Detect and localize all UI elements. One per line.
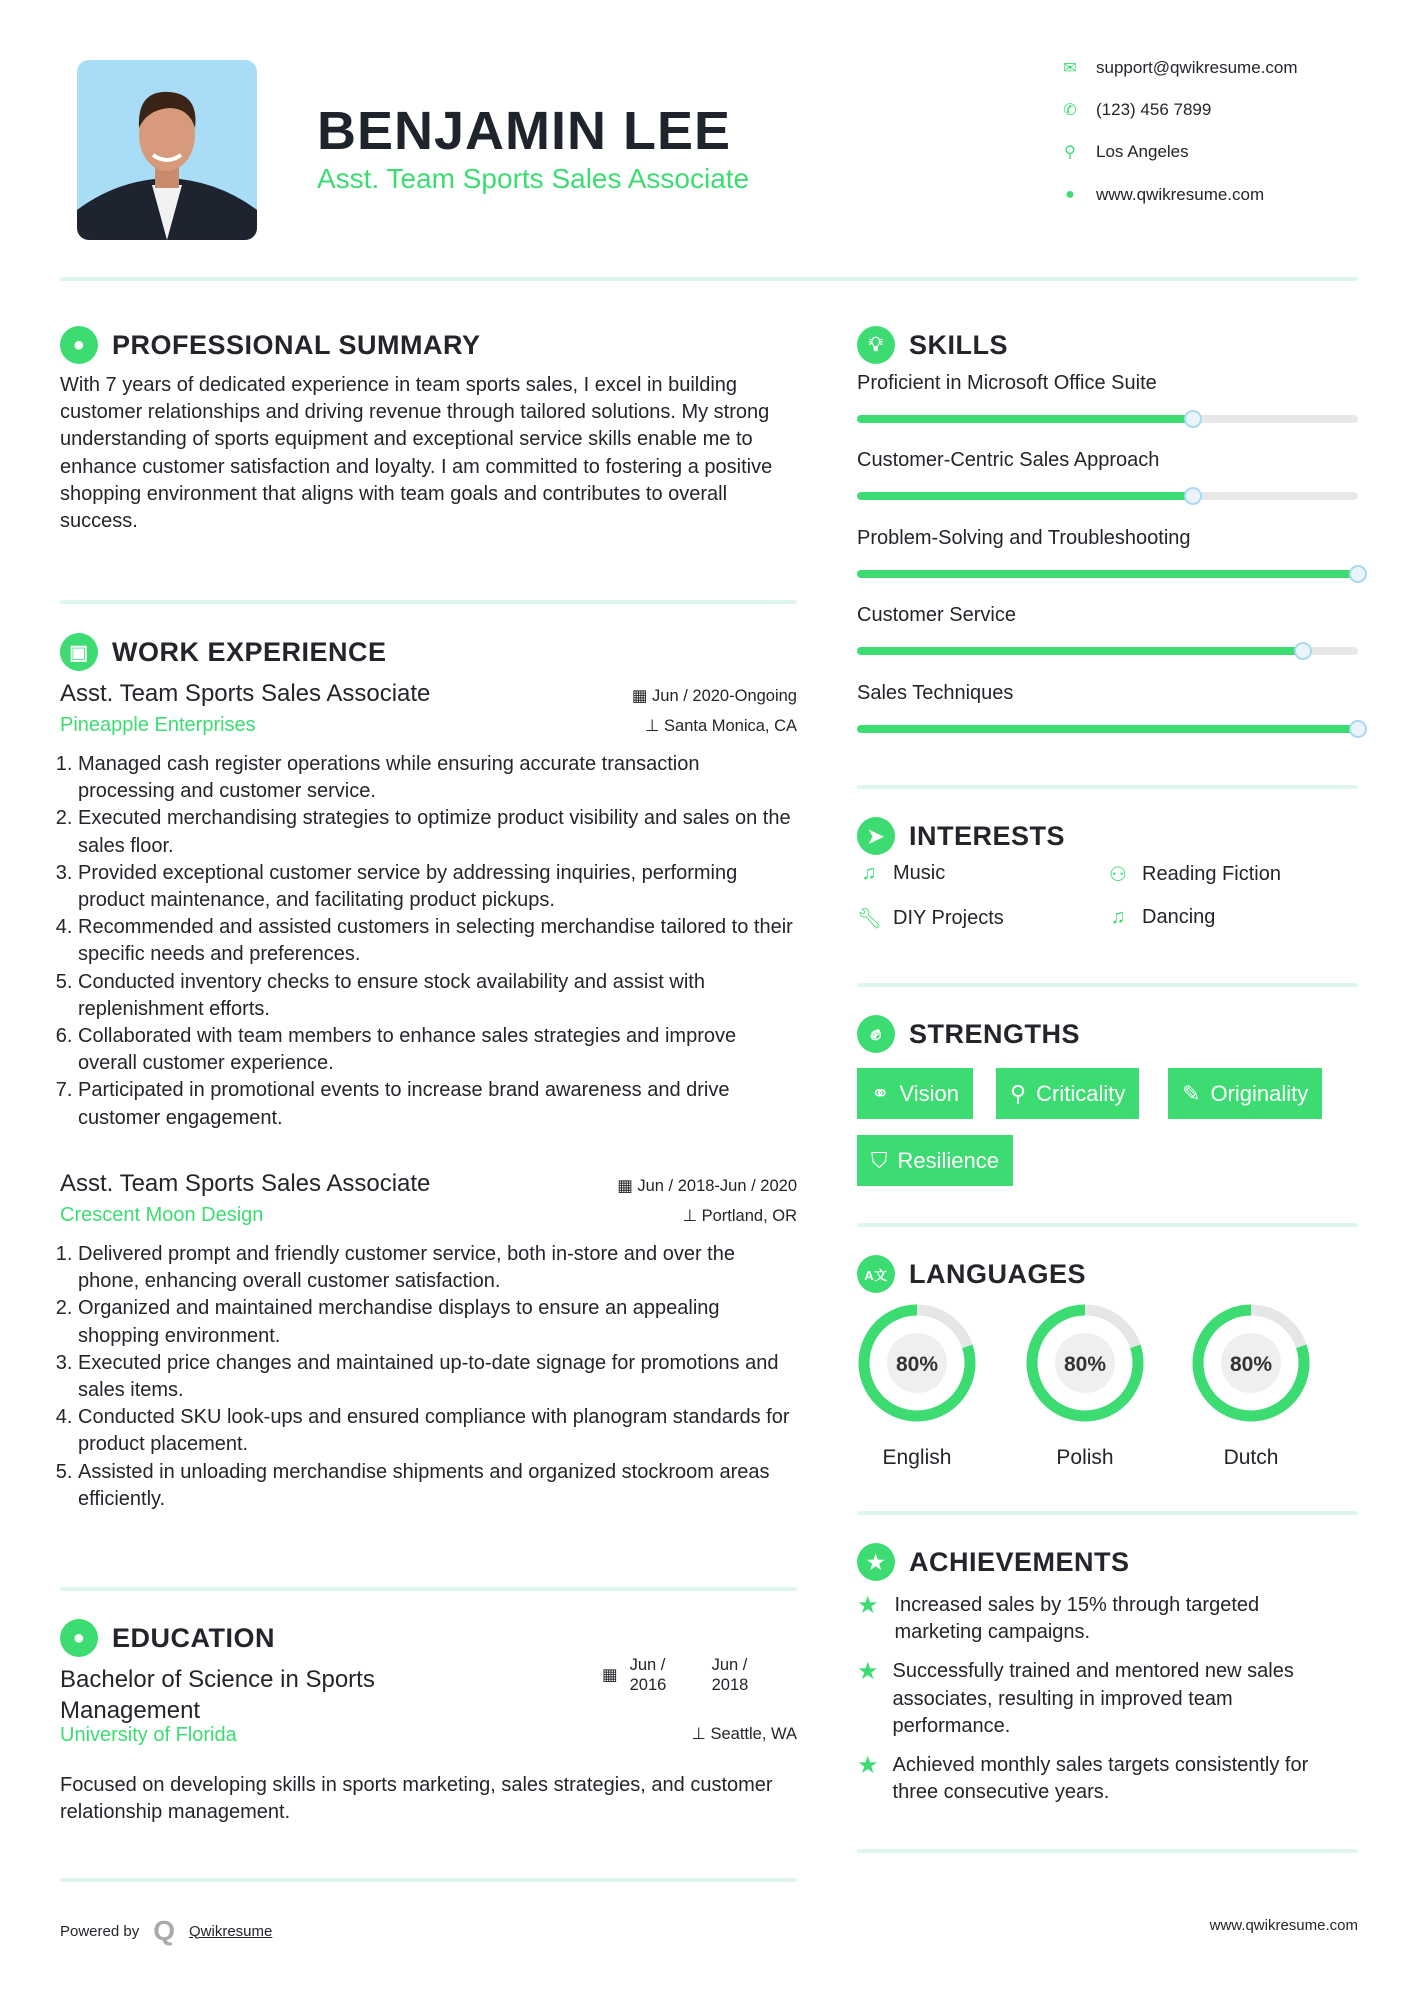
divider bbox=[857, 1511, 1358, 1515]
education-dates bbox=[602, 1655, 762, 1695]
strength-tag bbox=[1168, 1068, 1322, 1119]
star-icon: ★ bbox=[857, 1752, 879, 1780]
skill-fill bbox=[857, 647, 1303, 655]
skill-item bbox=[857, 682, 1358, 759]
date-text: Jun / 2020-Ongoing bbox=[652, 687, 797, 705]
job-title: Asst. Team Sports Sales Associate bbox=[60, 1170, 431, 1197]
skill-label: Sales Techniques bbox=[857, 681, 1014, 704]
location-text: Seattle, WA bbox=[710, 1725, 797, 1743]
qwikresume-logo-icon: Q bbox=[153, 1915, 175, 1946]
heading-text: SKILLS bbox=[909, 329, 1009, 360]
bullet-item: 5. Assisted in unloading merchandise shipments and organized stockroom areas efficiently. bbox=[78, 1459, 797, 1513]
fist-icon: ✊︎ bbox=[857, 1015, 895, 1053]
star-icon: ★ bbox=[857, 1592, 879, 1619]
interest-item bbox=[857, 906, 1004, 931]
strength-tag bbox=[857, 1068, 973, 1119]
skills-heading bbox=[857, 326, 1008, 364]
skill-thumb bbox=[1349, 720, 1367, 738]
summary-heading bbox=[60, 326, 481, 364]
language-item bbox=[847, 1301, 987, 1470]
education-heading bbox=[60, 1619, 275, 1657]
job-entry bbox=[60, 680, 797, 1132]
bullet-item: 1. Managed cash register operations while ensuring accurate transaction processing and customer service. bbox=[78, 751, 797, 805]
binoculars-icon: ⚭ bbox=[871, 1080, 890, 1106]
interest-label: Reading Fiction bbox=[1142, 863, 1281, 885]
skill-fill bbox=[857, 415, 1193, 423]
strength-tag bbox=[857, 1135, 1013, 1186]
skill-item bbox=[857, 449, 1358, 526]
end-date: Jun / 2018 bbox=[711, 1656, 749, 1694]
wrench-icon: 🔧︎ bbox=[857, 908, 883, 930]
language-donut bbox=[1015, 1301, 1155, 1425]
location-text: Santa Monica, CA bbox=[664, 717, 797, 735]
map-pin-icon: ⚲ bbox=[1064, 144, 1076, 161]
skill-label: Customer-Centric Sales Approach bbox=[857, 449, 1160, 472]
qwikresume-link[interactable]: Qwikresume bbox=[189, 1922, 273, 1940]
location-text: Portland, OR bbox=[701, 1207, 797, 1225]
achievements-list bbox=[857, 1592, 1337, 1818]
education-description: Focused on developing skills in sports marketing, sales strategies, and customer relationship management. bbox=[60, 1774, 773, 1824]
tag-label: Criticality bbox=[1036, 1080, 1126, 1106]
interest-item bbox=[1106, 906, 1215, 929]
contact-phone[interactable] bbox=[1060, 100, 1211, 120]
bullet-item: 4. Conducted SKU look-ups and ensured compliance with planogram standards for product placement. bbox=[78, 1404, 797, 1458]
skill-fill bbox=[857, 725, 1358, 733]
music-note-icon: ♫ bbox=[861, 862, 877, 884]
degree: Bachelor of Science in Sports Management bbox=[60, 1666, 375, 1724]
job-bullets bbox=[60, 1241, 797, 1513]
start-date: Jun / 2016 bbox=[629, 1656, 667, 1694]
job-entry bbox=[60, 1170, 797, 1513]
skill-item bbox=[857, 604, 1358, 681]
pin-icon: ⊥ bbox=[645, 717, 665, 735]
heading-text: EDUCATION bbox=[112, 1622, 275, 1653]
language-label: Polish bbox=[1056, 1446, 1114, 1469]
pin-icon: ⊥ bbox=[682, 1207, 702, 1225]
tag-label: Resilience bbox=[897, 1147, 1000, 1173]
bullet-item: 6. Collaborated with team members to enhance sales strategies and improve overall customer experience. bbox=[78, 1023, 797, 1077]
achievement-item bbox=[857, 1592, 1337, 1646]
tag-label: Vision bbox=[899, 1080, 959, 1106]
job-date bbox=[632, 686, 797, 706]
translate-icon: A文 bbox=[857, 1255, 895, 1293]
company-name: Pineapple Enterprises bbox=[60, 714, 256, 736]
contact-email[interactable] bbox=[1060, 58, 1298, 78]
skill-fill bbox=[857, 492, 1193, 500]
skills-list bbox=[857, 372, 1358, 759]
divider bbox=[60, 600, 797, 604]
profile-photo bbox=[77, 60, 257, 240]
heading-text: INTERESTS bbox=[909, 820, 1066, 851]
job-bullets bbox=[60, 751, 797, 1132]
language-donut bbox=[847, 1301, 987, 1425]
skill-item bbox=[857, 372, 1358, 449]
language-label: Dutch bbox=[1223, 1446, 1279, 1469]
candidate-name: BENJAMIN LEE bbox=[317, 101, 732, 161]
graduate-icon: ● bbox=[60, 1619, 98, 1657]
bullet-item: 7. Participated in promotional events to increase brand awareness and drive customer engagement. bbox=[78, 1077, 797, 1131]
paper-plane-icon: ➤ bbox=[857, 817, 895, 855]
bullet-item: 3. Executed price changes and maintained up-to-date signage for promotions and sales items. bbox=[78, 1350, 797, 1404]
envelope-icon: ✉ bbox=[1063, 60, 1077, 77]
skill-bar bbox=[857, 415, 1358, 423]
strengths-heading bbox=[857, 1015, 1080, 1053]
contact-text: (123) 456 7899 bbox=[1096, 100, 1212, 119]
briefcase-icon: ▣ bbox=[60, 633, 98, 671]
contact-text: Los Angeles bbox=[1096, 142, 1189, 161]
header-divider bbox=[60, 277, 1358, 281]
heading-text: STRENGTHS bbox=[909, 1018, 1081, 1049]
pin-icon: ⊥ bbox=[691, 1725, 711, 1743]
heading-text: WORK EXPERIENCE bbox=[112, 636, 387, 667]
bullet-item: 2. Organized and maintained merchandise displays to ensure an appealing shopping environment. bbox=[78, 1295, 797, 1349]
achievements-heading bbox=[857, 1543, 1130, 1581]
heading-text: LANGUAGES bbox=[909, 1258, 1087, 1289]
divider bbox=[60, 1587, 797, 1591]
bullet-item: 1. Delivered prompt and friendly customer service, both in-store and over the phone, enhancing overall customer satisfaction. bbox=[78, 1241, 797, 1295]
skill-bar bbox=[857, 725, 1358, 733]
languages-heading bbox=[857, 1255, 1086, 1293]
bullet-item: 3. Provided exceptional customer service by addressing inquiries, performing product maintenance, and facilitating product pickups. bbox=[78, 860, 797, 914]
skill-bar bbox=[857, 492, 1358, 500]
shield-icon: ⛉ bbox=[871, 1147, 888, 1173]
contact-text: support@qwikresume.com bbox=[1096, 58, 1298, 77]
language-item bbox=[1181, 1301, 1321, 1470]
skill-thumb bbox=[1184, 487, 1202, 505]
pencil-icon: ✎ bbox=[1182, 1080, 1201, 1106]
powered-by: Powered by bbox=[60, 1922, 140, 1940]
footer-left bbox=[60, 1915, 272, 1947]
heading-text: PROFESSIONAL SUMMARY bbox=[112, 329, 481, 360]
bullet-item: 2. Executed merchandising strategies to optimize product visibility and sales on the sales floor. bbox=[78, 805, 797, 859]
achievement-text: Successfully trained and mentored new sales associates, resulting in improved team performance. bbox=[892, 1660, 1294, 1737]
job-location bbox=[645, 716, 797, 736]
skill-fill bbox=[857, 570, 1358, 578]
skill-item bbox=[857, 527, 1358, 604]
phone-icon: ✆ bbox=[1063, 102, 1077, 119]
divider bbox=[857, 1849, 1358, 1853]
job-date bbox=[617, 1176, 797, 1196]
lightbulb-icon: 💡︎ bbox=[857, 326, 895, 364]
date-text: Jun / 2018-Jun / 2020 bbox=[637, 1177, 797, 1195]
contact-location bbox=[1060, 142, 1189, 162]
skill-thumb bbox=[1349, 565, 1367, 583]
tag-label: Originality bbox=[1210, 1080, 1309, 1106]
language-percent: 80% bbox=[895, 1353, 939, 1376]
globe-icon: ● bbox=[1065, 186, 1075, 203]
divider bbox=[857, 983, 1358, 987]
divider bbox=[60, 1878, 797, 1882]
calendar-icon: ▦ bbox=[602, 1666, 618, 1684]
contact-text: www.qwikresume.com bbox=[1096, 185, 1265, 204]
calendar-icon: ▦ bbox=[617, 1177, 638, 1195]
interest-item bbox=[1106, 862, 1281, 887]
heading-text: ACHIEVEMENTS bbox=[909, 1546, 1130, 1577]
achievement-item bbox=[857, 1752, 1337, 1806]
skill-bar bbox=[857, 570, 1358, 578]
achievement-item bbox=[857, 1658, 1337, 1740]
job-title: Asst. Team Sports Sales Associate bbox=[60, 680, 431, 707]
candidate-title: Asst. Team Sports Sales Associate bbox=[317, 163, 750, 194]
achievement-text: Increased sales by 15% through targeted marketing campaigns. bbox=[894, 1594, 1260, 1644]
calendar-icon: ▦ bbox=[631, 687, 653, 705]
interests-heading bbox=[857, 817, 1065, 855]
skill-label: Problem-Solving and Troubleshooting bbox=[857, 526, 1191, 549]
divider bbox=[857, 1223, 1358, 1227]
divider bbox=[857, 785, 1358, 789]
search-icon: ⚲ bbox=[1010, 1080, 1027, 1106]
work-heading bbox=[60, 633, 387, 671]
summary-text: With 7 years of dedicated experience in team sports sales, I excel in building customer relationships and driving revenue through tailored solutions. My strong understanding of sports equipment and exceptional service skills enable me to enhance customer satisfaction and loyalty. I am committed to fostering a positive shopping environment that aligns with team goals and contributes to overall success. bbox=[60, 374, 773, 533]
skill-label: Proficient in Microsoft Office Suite bbox=[857, 372, 1157, 394]
interest-label: Dancing bbox=[1142, 906, 1216, 928]
skill-thumb bbox=[1184, 410, 1202, 428]
footer-url[interactable]: www.qwikresume.com bbox=[1209, 1917, 1358, 1934]
star-badge-icon: ★ bbox=[857, 1543, 895, 1581]
music-note-icon: ♫ bbox=[1110, 906, 1126, 928]
user-icon: ● bbox=[60, 326, 98, 364]
language-percent: 80% bbox=[1063, 1353, 1107, 1376]
language-donut bbox=[1181, 1301, 1321, 1425]
language-item bbox=[1015, 1301, 1155, 1470]
bullet-item: 4. Recommended and assisted customers in selecting merchandise tailored to their specific needs and preferences. bbox=[78, 914, 797, 968]
job-location bbox=[683, 1206, 797, 1226]
education-location bbox=[600, 1724, 797, 1744]
bullet-item: 5. Conducted inventory checks to ensure stock availability and assist with replenishment efforts. bbox=[78, 969, 797, 1023]
language-percent: 80% bbox=[1229, 1353, 1273, 1376]
strength-tag bbox=[996, 1068, 1139, 1119]
company-name: Crescent Moon Design bbox=[60, 1204, 264, 1226]
gamepad-icon: ⚇ bbox=[1109, 864, 1127, 886]
skill-thumb bbox=[1294, 642, 1312, 660]
school-name: University of Florida bbox=[60, 1724, 237, 1746]
achievement-text: Achieved monthly sales targets consistently for three consecutive years. bbox=[892, 1754, 1309, 1804]
skill-label: Customer Service bbox=[857, 604, 1016, 627]
interest-label: DIY Projects bbox=[893, 907, 1004, 929]
interest-item bbox=[857, 862, 945, 885]
star-icon: ★ bbox=[857, 1658, 879, 1686]
language-label: English bbox=[882, 1446, 952, 1469]
skill-bar bbox=[857, 647, 1358, 655]
contact-website[interactable] bbox=[1060, 185, 1264, 205]
interest-label: Music bbox=[893, 862, 946, 884]
